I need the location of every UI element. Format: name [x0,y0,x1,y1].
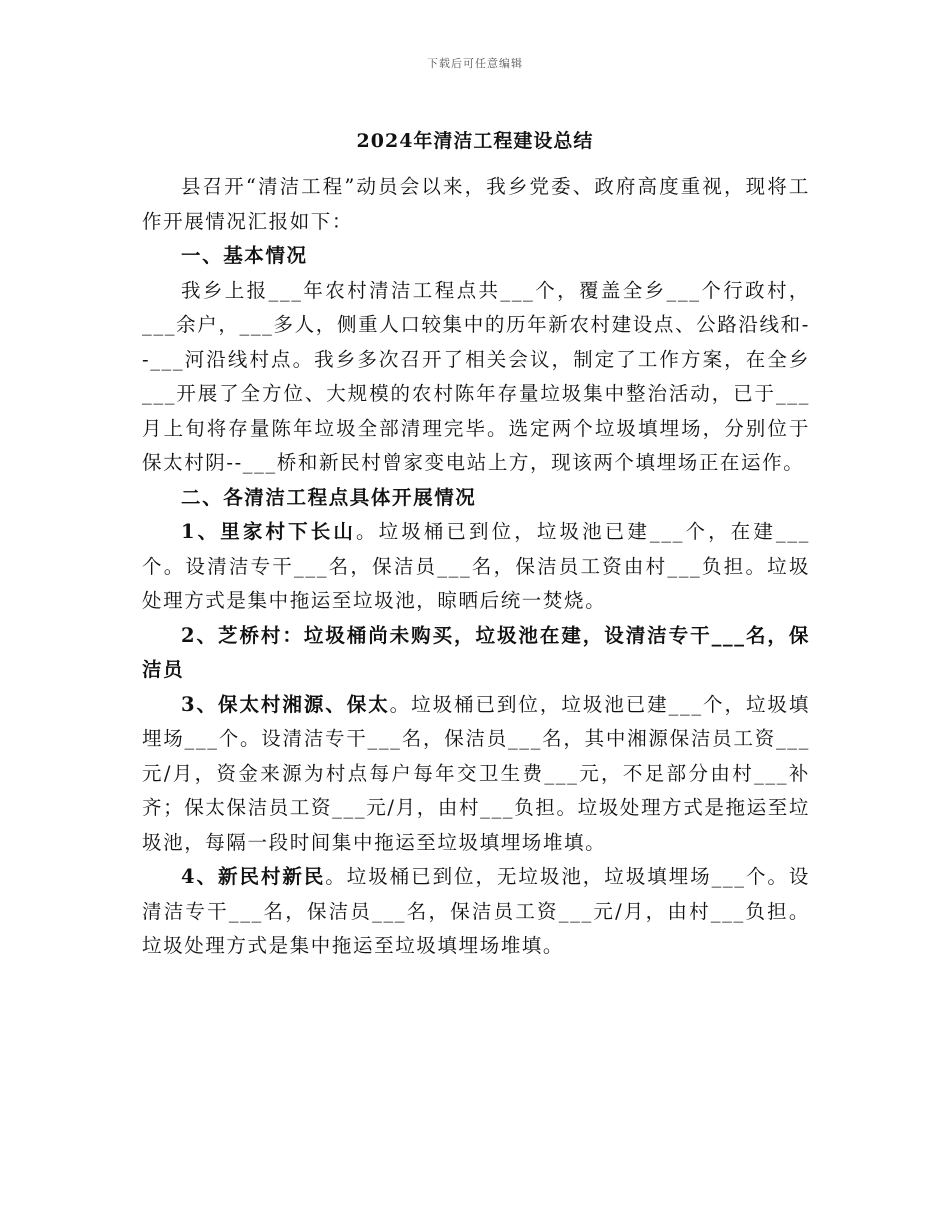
section2-heading: 二、各清洁工程点具体开展情况 [181,485,477,509]
document-title: 2024年清洁工程建设总结 [356,130,594,152]
item2-paragraph: 2、芝桥村：垃圾桶尚未购买，垃圾池在建，设清洁专干___名，保洁员 [142,623,810,681]
item3-body: 。垃圾桶已到位，垃圾池已建___个，垃圾填埋场___个。设清洁专干___名，保洁员___名，其中湘源保洁员工资___元/月，资金来源为村点每户每年交卫生费___元，不足部分由村___补齐；保太保洁员工资___元/月，由村___负担。垃圾处理方式是拖运至垃圾池，每隔一段时间集中拖运至垃圾填埋场堆填。 [142,692,810,854]
item1-body: 。垃圾桶已到位，垃圾池已建___个，在建___个。设清洁专干___名，保洁员___名，保洁员工资由村___负担。垃圾处理方式是集中拖运至垃圾池，晾晒后统一焚烧。 [142,520,810,612]
item3-label: 3、保太村湘源、保太 [181,692,390,716]
item4-label: 4、新民村新民 [181,865,326,888]
item3-paragraph [142,688,810,861]
item4-paragraph [142,860,810,964]
item4-body: 。垃圾桶已到位，无垃圾池，垃圾填埋场___个。设清洁专干___名，保洁员___名，保洁员工资___元/月，由村___负担。垃圾处理方式是集中拖运至垃圾填埋场堆填。 [142,865,810,957]
intro-paragraph: 县召开“清洁工程”动员会以来，我乡党委、政府高度重视，现将工作开展情况汇报如下： [142,175,810,233]
header-note: 下载后可任意编辑 [427,57,523,70]
item1-label: 1、里家村下长山 [181,520,356,543]
item1-paragraph [142,515,810,619]
section1-paragraph: 我乡上报___年农村清洁工程点共___个，覆盖全乡___个行政村，___余户，___多人，侧重人口较集中的历年新农村建设点、公路沿线和--___河沿线村点。我乡多次召开了相关会议，制定了工作方案，在全乡___开展了全方位、大规模的农村陈年存量垃圾集中整治活动，已于___月上旬将存量陈年垃圾全部清理完毕。选定两个垃圾填埋场，分别位于保太村阴--___桥和新民村曾家变电站上方，现该两个填埋场正在运作。 [142,278,810,474]
section1-heading: 一、基本情况 [181,244,308,267]
document-body [142,170,810,964]
